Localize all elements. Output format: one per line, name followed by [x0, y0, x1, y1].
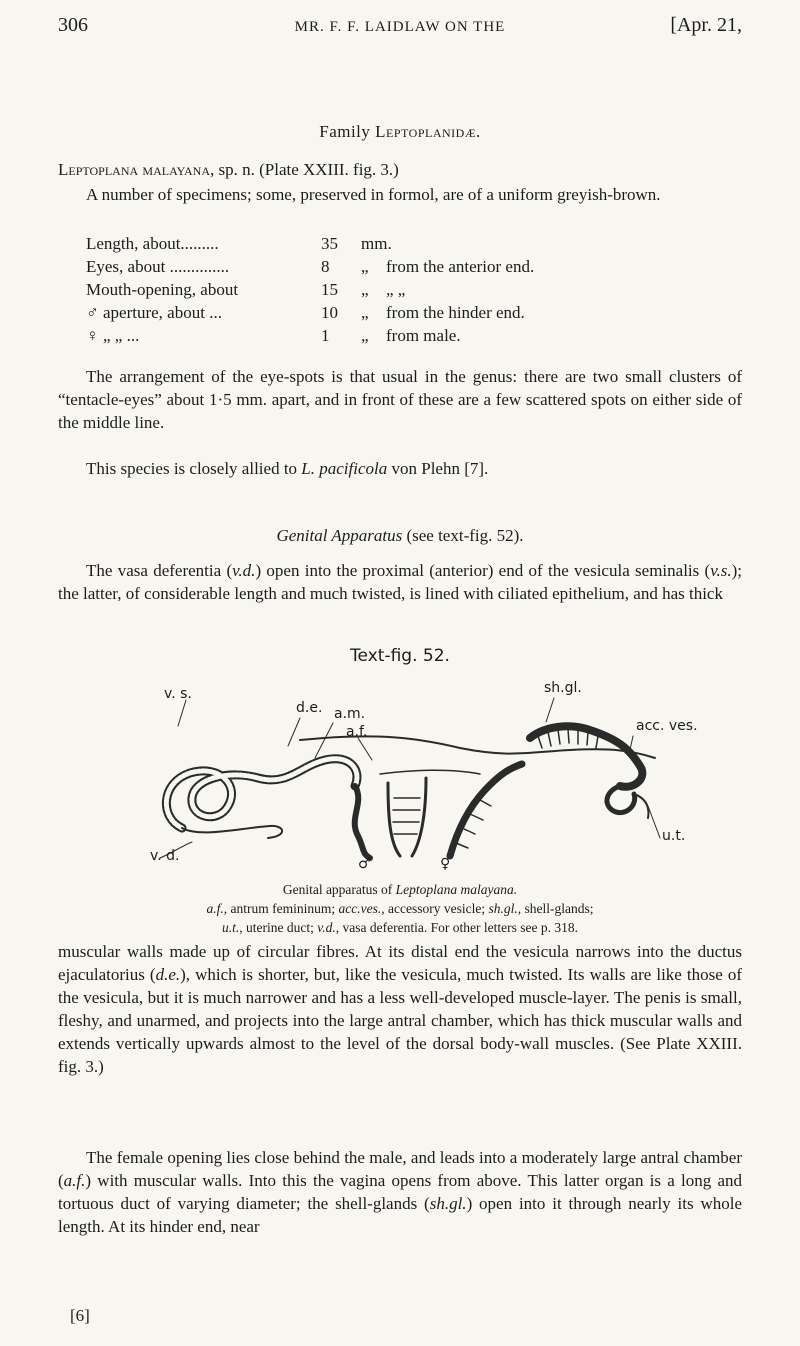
text: The vasa deferentia (	[86, 561, 233, 580]
muscular-paragraph	[58, 940, 742, 1078]
text: muscular walls made up of circular fibres. At its distal end the vesicula narrows into the ductus ejaculatorius (	[58, 942, 742, 984]
text: ), which is shorter, but, like the vesicula, much twisted. Its walls are like those of the vesicula, but it is much narrower and has a less well-developed muscle-layer. The penis is small, fleshy, and unarmed, and projects into the large antral chamber, which has thick muscular walls and extends vertically upwards almost to the level of the dorsal body-wall muscles. (See Plate XXIII. fig. 3.)	[58, 965, 742, 1076]
label-vs: v. s.	[164, 686, 192, 702]
female-antrum	[450, 764, 522, 856]
shell-gland-region	[530, 726, 642, 787]
eye-spots-paragraph: The arrangement of the eye-spots is that usual in the genus: there are two small clusters of “tentacle-eyes” about 1·5 mm. apart, and in front of these are a few scattered spots on either side of the middle line.	[58, 367, 742, 432]
caption-key: a.f.	[206, 901, 224, 916]
measurement-unit: mm.	[361, 234, 392, 253]
caption-lead: Genital apparatus of	[282, 882, 396, 897]
label-am: a.m.	[334, 706, 366, 722]
label-vd: v. d.	[150, 848, 180, 864]
family-name: Leptoplanidæ.	[375, 122, 481, 141]
leader-shgl	[546, 698, 554, 722]
measurement-value: 10	[321, 303, 338, 322]
female-paragraph	[58, 1146, 742, 1238]
figure-caption	[78, 880, 722, 937]
abbr: a.f.	[63, 1171, 86, 1190]
label-female: ♀	[440, 856, 451, 872]
measurement-value: 8	[321, 257, 330, 276]
abbr: v.s.	[710, 561, 732, 580]
species-rest: , sp. n. (Plate XXIII. fig. 3.)	[209, 160, 399, 179]
label-de: d.e.	[296, 700, 323, 716]
caption-desc: , antrum femininum;	[223, 901, 339, 916]
leader-vs	[178, 700, 186, 726]
text: ) open into the proximal (anterior) end of the vesicula seminalis (	[255, 561, 711, 580]
footer-reference: [6]	[70, 1306, 90, 1325]
page-number: 306	[58, 14, 88, 36]
allied-species: L. pacificola	[301, 459, 388, 478]
male-antrum	[388, 778, 426, 856]
label-male: ♂	[358, 856, 371, 872]
ductus-ejaculatorius	[355, 786, 370, 858]
measurement-note: from the hinder end.	[386, 303, 525, 322]
caption-key: u.t.	[222, 920, 240, 935]
measurement-note: from male.	[386, 326, 461, 345]
family-heading	[0, 122, 800, 142]
text: ) open into it through nearly its whole length. At its hinder end, near	[58, 1194, 742, 1236]
caption-key: sh.gl.	[488, 901, 518, 916]
measurement-note: from the anterior end.	[386, 257, 535, 276]
allied-text-end: von Plehn [7].	[387, 459, 489, 478]
subheading-italic: Genital Apparatus	[276, 526, 403, 545]
leader-ut	[648, 806, 660, 838]
text: The female opening lies close behind the male, and leads into a moderately large antral chamber (	[58, 1148, 742, 1190]
running-date: [Apr. 21,	[670, 14, 742, 36]
vas-deferens-duct	[182, 826, 282, 838]
subheading-rest: (see text-fig. 52).	[402, 526, 524, 545]
allied-paragraph	[58, 457, 742, 480]
measurement-unit: „	[361, 280, 369, 299]
male-antrum-stripes	[393, 798, 420, 834]
abbr: sh.gl.	[429, 1194, 467, 1213]
text: ); the latter, of considerable length and much twisted, is lined with ciliated epithelium, and has thick	[58, 561, 743, 603]
vasa-paragraph	[58, 559, 742, 605]
measurement-unit: „	[361, 257, 369, 276]
leader-accves	[630, 736, 633, 750]
caption-key: v.d.	[317, 920, 336, 935]
figure-title: Text-fig. 52.	[350, 646, 450, 666]
text: ) with muscular walls. Into this the vagina opens from above. This latter organ is a long and tortuous duct of varying diameter; the shell-glands (	[58, 1171, 742, 1213]
label-shgl: sh.gl.	[544, 680, 582, 696]
measurement-unit: „	[361, 303, 369, 322]
running-title: MR. F. F. LAIDLAW ON THE	[294, 19, 506, 35]
measurement-label: Mouth-opening, about	[86, 280, 239, 299]
caption-desc: , vasa deferentia. For other letters see p. 318.	[335, 920, 578, 935]
measurement-value: 35	[321, 234, 338, 253]
measurement-label: Eyes, about ..............	[86, 257, 230, 276]
caption-desc: , shell-glands;	[517, 901, 594, 916]
genital-apparatus-subheading	[0, 526, 800, 546]
leader-de	[288, 718, 300, 746]
measurement-label: ♀ „ „ ...	[86, 326, 140, 345]
abbr: v.d.	[232, 561, 256, 580]
caption-desc: , accessory vesicle;	[381, 901, 489, 916]
abbr: d.e.	[155, 965, 181, 984]
body-line-lower	[380, 770, 480, 774]
label-ut: u.t.	[662, 828, 686, 844]
measurement-value: 1	[321, 326, 330, 345]
leader-am	[315, 723, 333, 758]
intro-paragraph: A number of specimens; some, preserved in formol, are of a uniform greyish-brown.	[86, 185, 661, 204]
measurement-value: 15	[321, 280, 338, 299]
caption-species: Leptoplana malayana.	[395, 882, 518, 897]
running-head	[58, 14, 742, 44]
measurement-label: Length, about.........	[86, 234, 219, 253]
allied-text: This species is closely allied to	[86, 459, 302, 478]
measurement-note: „ „	[386, 280, 406, 299]
label-accves: acc. ves.	[636, 718, 698, 734]
species-heading	[58, 158, 742, 181]
genital-apparatus-figure	[150, 678, 710, 873]
species-name: Leptoplana malayana	[58, 160, 210, 179]
measurement-label: ♂ aperture, about ...	[86, 303, 222, 322]
measurement-unit: „	[361, 326, 369, 345]
caption-desc: , uterine duct;	[239, 920, 318, 935]
label-af: a.f.	[346, 724, 368, 740]
leader-af	[358, 738, 372, 760]
caption-key: acc.ves.	[338, 901, 382, 916]
figure-drawing	[150, 678, 710, 873]
family-prefix: Family	[319, 122, 376, 141]
